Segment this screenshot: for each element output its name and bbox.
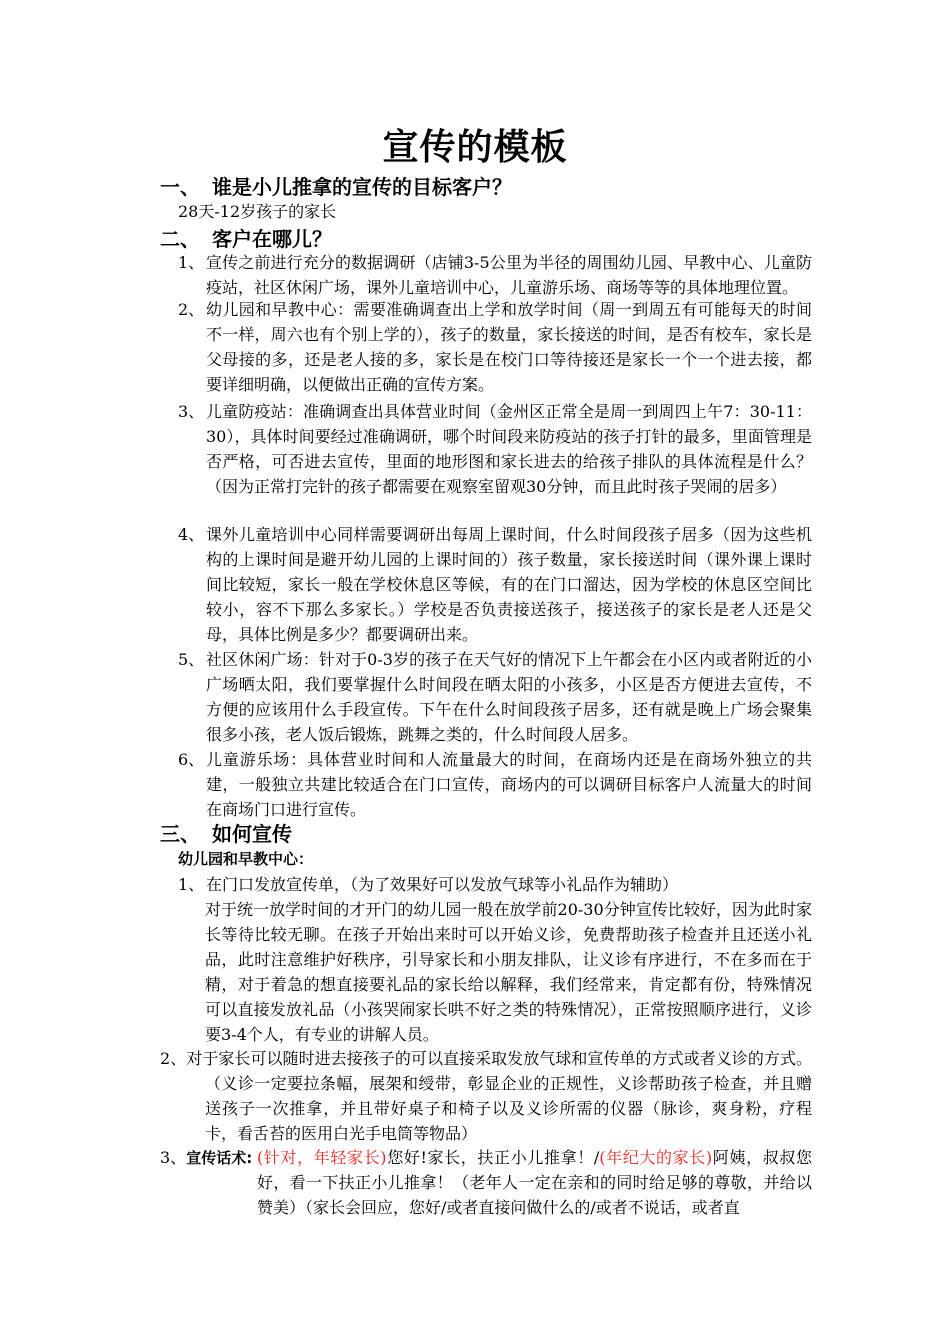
list-item-body: 对于统一放学时间的才开门的幼儿园一般在放学前20-30分钟宣传比较好，因为此时家长等待比较无聊。在孩子开始出来时可以开始义诊，免费帮助孩子检查并且还送小礼品，此时注意维护好秩序，引导家长和小朋友排队，让义诊有序进行，不在多而在于精，对于着急的想直接要礼品的家长给以解释，我们经常来，肯定都有份，特殊情况可以直接发放礼品（小孩哭闹家长哄不好之类的特殊情况），正常按照顺序进行，义诊要3-4个人，有专业的讲解人员。 [205,900,812,1044]
list-item [178,297,812,397]
list-item-number: 3、 [160,1148,187,1167]
list-item-number: 1、 [178,253,205,272]
list-item-number: 1、 [178,875,205,894]
list-item-text: 幼儿园和早教中心：需要准确调查出上学和放学时间（周一到周五有可能每天的时间不一样，周六也有个别上学的），孩子的数量，家长接送的时间，是否有校车，家长是父母接的多，还是老人接的多，家长是在校门口等待接还是家长一个一个进去接，都要详细明确，以便做出正确的宣传方案。 [206,300,812,394]
section-1-heading [160,174,512,200]
list-item-text: 社区休闲广场：针对于0-3岁的孩子在天气好的情况下上午都会在小区内或者附近的小广场晒太阳，我们要掌握什么时间段在晒太阳的小孩多，小区是否方便进去宣传，不方便的应该用什么手段宣传。下午在什么时间段孩子居多，还有就是晚上广场会聚集很多小孩，老人饭后锻炼，跳舞之类的，什么时间段人居多。 [206,650,812,744]
section-3-heading [160,821,292,847]
list-item-text: 课外儿童培训中心同样需要调研出每周上课时间，什么时间段孩子居多（因为这些机构的上课时间是避开幼儿园的上课时间的）孩子数量，家长接送时间（课外课上课时间比较短，家长一般在学校休息区等候，有的在门口溜达，因为学校的休息区空间比较小，容不下那么多家长。）学校是否负责接送孩子，接送孩子的家长是老人还是父母，具体比例是多少？都要调研出来。 [206,525,812,644]
section-1-title: 谁是小儿推拿的宣传的目标客户？ [212,175,512,199]
section-3-title: 如何宣传 [212,822,292,846]
section-3-number: 三、 [160,822,200,846]
list-item-text: 在门口发放宣传单，（为了效果好可以发放气球等小礼品作为辅助） [206,875,679,894]
list-item-number: 2、 [178,300,205,319]
script-text-2: 阿姨，叔叔您好，看一下扶正小儿推拿！（老年人一定在亲和的同时给足够的尊敬，并给以赞美）（家长会回应，您好/或者直接问做什么的/或者不说话，或者直 [257,1148,812,1217]
section-1-text: 28天-12岁孩子的家长 [178,202,337,221]
list-item [178,872,812,897]
list-item [178,250,812,300]
section-2-heading [160,226,332,252]
section-2-title: 客户在哪儿？ [212,227,332,251]
list-item-number: 6、 [178,750,205,769]
list-item: 2、对于家长可以随时进去接孩子的可以直接采取发放气球和宣传单的方式或者义诊的方式。（义诊一定要拉条幅，展架和绶带，彰显企业的正规性，义诊帮助孩子检查，并且赠送孩子一次推拿，并且带好桌子和椅子以及义诊所需的仪器（脉诊，爽身粉，疗程卡，看舌苔的医用白光手电筒等物品） [160,1049,812,1143]
list-item-number: 4、 [178,525,205,544]
list-item-text: 儿童防疫站：准确调查出具体营业时间（金州区正常全是周一到周四上午7：30-11：30），具体时间要经过准确调研，哪个时间段来防疫站的孩子打针的最多，里面管理是否严格，可否进去宣传，里面的地形图和家长进去的给孩子排队的具体流程是什么？（因为正常打完针的孩子都需要在观察室留观30分钟，而且此时孩子哭闹的居多） [206,402,812,496]
script-label-colon: : [246,1149,253,1167]
script-text-1: 您好!家长，扶正小儿推拿！/ [386,1148,600,1167]
audience-tag-young: (针对，年轻家长) [257,1148,387,1167]
list-item-text: 宣传之前进行充分的数据调研（店铺3-5公里为半径的周围幼儿园、早教中心、儿童防疫站，社区休闲广场，课外儿童培训中心，儿童游乐场、商场等等的具体地理位置。 [206,253,812,297]
section-2-number: 二、 [160,227,200,251]
section-3-subheading: 幼儿园和早教中心： [178,850,314,868]
list-item [178,647,812,747]
list-item [178,399,812,499]
section-1-number: 一、 [160,175,200,199]
list-item [160,1145,812,1220]
audience-tag-elder: (年纪大的家长) [599,1148,713,1167]
list-item-number: 5、 [178,650,205,669]
list-item-text: 儿童游乐场：具体营业时间和人流量最大的时间，在商场内还是在商场外独立的共建，一般独立共建比较适合在门口宣传，商场内的可以调研目标客户人流量大的时间在商场门口进行宣传。 [206,750,812,819]
script-label: 宣传话术 [186,1149,247,1167]
list-item-number: 3、 [178,402,205,421]
list-item [178,522,812,647]
document-title: 宣传的模板 [382,127,568,168]
list-item [178,747,812,822]
